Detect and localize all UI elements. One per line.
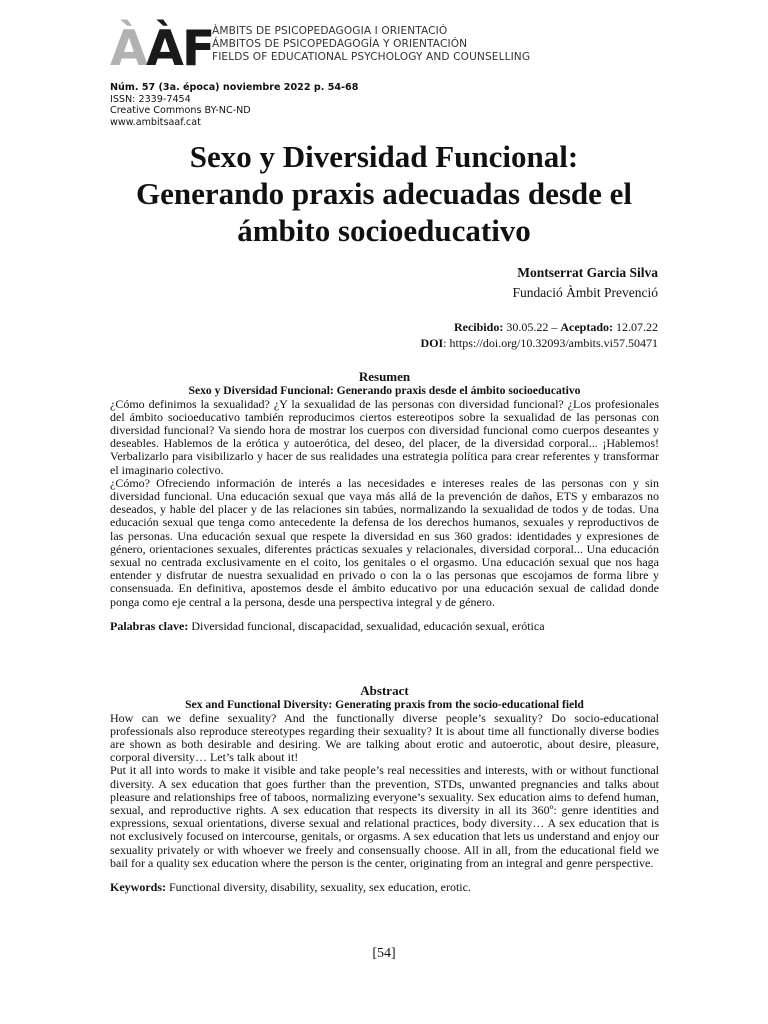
- logo-text: [212, 25, 530, 64]
- received-date: 30.05.22 –: [503, 320, 561, 334]
- author-affiliation: Fundació Àmbit Prevenció: [512, 285, 658, 300]
- resumen-keywords: [110, 620, 659, 633]
- logo-line-spanish: ÁMBITOS DE PSICOPEDAGOGÍA Y ORIENTACIÓN: [212, 38, 468, 50]
- keywords-label: Palabras clave:: [110, 618, 189, 633]
- publication-meta: [110, 82, 358, 128]
- logo-line-catalan: ÀMBITS DE PSICOPEDAGOGIA I ORIENTACIÓ: [212, 25, 448, 37]
- article-title: [60, 138, 708, 249]
- abstract-heading: Abstract: [360, 683, 409, 698]
- received-label: Recibido:: [453, 320, 504, 334]
- article-dates: [421, 319, 658, 351]
- logo-line-english: FIELDS OF EDUCATIONAL PSYCHOLOGY AND COUNSELLING: [212, 51, 531, 63]
- license: Creative Commons BY-NC-ND: [110, 105, 251, 116]
- issue-info: Núm. 57 (3a. época) noviembre 2022 p. 54-68: [110, 82, 359, 93]
- issn: ISSN: 2339-7454: [110, 93, 191, 105]
- page-number: [54]: [372, 946, 396, 961]
- title-line: Sexo y Diversidad Funcional:: [189, 139, 579, 174]
- received-accepted: [421, 319, 658, 335]
- doi-label: DOI: [420, 336, 444, 350]
- keywords-label: Keywords:: [110, 879, 166, 894]
- abstract-subtitle: Sex and Functional Diversity: Generating praxis from the socio-educational field: [185, 698, 584, 711]
- logo-letters-dark: ÀF: [145, 20, 214, 77]
- keywords-list: Diversidad funcional, discapacidad, sexualidad, educación sexual, erótica: [188, 618, 545, 633]
- resumen-paragraph: ¿Cómo definimos la sexualidad? ¿Y la sexualidad de las personas con diversidad funcional? ¿Los profesionales del ámbito socioeducativo también reproducimos ciertos estereotipos sobre la sexualidad de las personas con diversidad funcional? Va siendo hora de mostrar los cuerpos con diversidad funcional como cuerpos deseantes y deseables. Hablemos de la erótica y autoerótica, del deseo, del placer, de la diversidad corporal... ¡Hablemos! Verbalizarlo para visibilizarlo y hacer de sus realidades una estrategia política para crear referentes y transformar el imaginario colectivo.: [110, 396, 659, 477]
- journal-logo: [110, 20, 530, 78]
- abstract-paragraph: Put it all into words to make it visible and take people’s real necessities and interests, with or without functional diversity. A sex education that goes further than the prevention, STDs, unwanted pregnancies and talks about pleasure and relationships free of taboos, normalizing everyone’s sexuality. Sex education aims to defend human, sexual, and reproductive rights. A sex education that respects its diversity in all its 360º: genre identities and expressions, sexual orientations, diverse sexual and relational practices, body diversity… A sex education that is not exclusively focused on intercourse, genitals, or orgasms. A sex education that lets us understand and enjoy our sexuality privately or with whoever we freely and consensually choose. All in all, from the educational field we bail for a quality sex education where the person is the center, originating from an integral and genre perspective.: [110, 763, 659, 870]
- accepted-date: 12.07.22: [613, 320, 658, 334]
- abstract-paragraph: How can we define sexuality? And the functionally diverse people’s sexuality? Do socio-educational professionals also reproduce stereotypes regarding their sexuality? It is about time all functionally diverse bodies are shown as both desirable and desiring. We are talking about erotic and autoerotic, about desire, pleasure, corporal diversity… Let’s talk about it!: [110, 710, 659, 765]
- doi: [421, 335, 658, 351]
- author-block: [513, 263, 658, 303]
- title-line: Generando praxis adecuadas desde el: [135, 176, 633, 211]
- resumen-paragraph: ¿Cómo? Ofreciendo información de interés a las necesidades e intereses reales de las personas con y sin diversidad funcional. Una educación sexual que vaya más allá de la prevención de daños, ETS y embarazos no deseados, y hable del placer y de las relaciones sin tabúes, normalizando la sexualidad de todos y de todas. Una educación sexual que tenga como antecedente la defensa de los derechos humanos, sexuales y reproductivos de las personas. Una educación sexual que respete la diversidad en sus 360 grados: identidades y expresiones de género, orientaciones sexuales, diferentes prácticas sexuales y relacionales, diversidad corporal... Una educación sexual no centrada exclusivamente en el coito, los genitales o el orgasmo. Una educación sexual que nos haga entender y disfrutar de nuestra sexualidad en privado o con la o las personas que escojamos de forma libre y consensuada. En definitiva, apostemos desde el ámbito educativo por una educación sexual de calidad donde ponga como eje central a la persona, desde una perspectiva integral y de género.: [110, 475, 659, 609]
- resumen-heading: Resumen: [358, 369, 411, 384]
- resumen-section: [110, 369, 659, 633]
- abstract-keywords: [110, 881, 659, 894]
- title-line: ámbito socioeducativo: [237, 213, 531, 248]
- accepted-label: Aceptado:: [560, 320, 613, 334]
- logo-mark: [110, 20, 213, 78]
- logo-letter-light: À: [110, 20, 146, 77]
- resumen-subtitle: Sexo y Diversidad Funcional: Generando praxis desde el ámbito socioeducativo: [188, 384, 581, 397]
- website-link[interactable]: www.ambitsaaf.cat: [110, 116, 201, 128]
- doi-link[interactable]: : https://doi.org/10.32093/ambits.vi57.50471: [443, 336, 658, 350]
- keywords-list: Functional diversity, disability, sexuality, sex education, erotic.: [166, 879, 471, 894]
- abstract-section: [110, 683, 659, 894]
- author-name: Montserrat Garcia Silva: [517, 265, 658, 280]
